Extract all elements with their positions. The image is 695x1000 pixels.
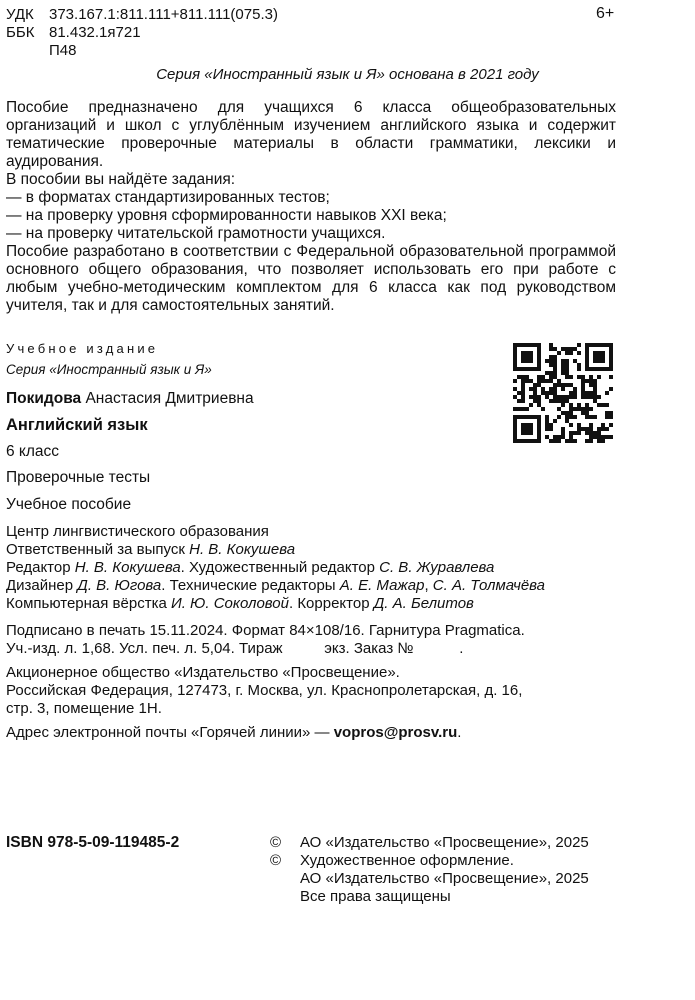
classification-block [6, 6, 646, 66]
copyright-symbol: © [270, 852, 282, 869]
publisher [6, 664, 522, 718]
task-item: — на проверку уровня сформированности навыков XXI века; [6, 207, 447, 224]
grade: 6 класс [6, 443, 60, 460]
layout-label: Компьютерная вёрстка [6, 595, 167, 612]
task-item: — в форматах стандартизированных тестов; [6, 189, 330, 206]
hotline [6, 724, 461, 741]
series-note: Серия «Иностранный язык и Я» основана в 2021 году [156, 66, 539, 83]
copyright-line-3: АО «Издательство «Просвещение», 2025 [300, 870, 589, 887]
email-end: . [457, 724, 462, 741]
publisher-name: Акционерное общество «Издательство «Просвещение». [6, 664, 400, 681]
center: Центр лингвистического образования [6, 523, 269, 540]
udk-value: 373.167.1:811.111+811.111(075.3) [49, 6, 278, 23]
responsible-name: Н. В. Кокушева [189, 541, 296, 558]
designer-name: Д. В. Югова [77, 577, 162, 594]
subtitle: Проверочные тесты [6, 469, 151, 486]
designer-label: Дизайнер [6, 577, 74, 594]
copyright [270, 834, 630, 906]
age-rating: 6+ [596, 5, 615, 22]
print-info [6, 622, 525, 658]
qr-code-graphic [513, 343, 613, 443]
corrector-name: Д. А. Белитов [373, 595, 474, 612]
edition-kind: Учебное издание [6, 341, 159, 356]
author [6, 390, 254, 408]
book-title: Английский язык [6, 416, 148, 434]
art-editor-label: . Художественный редактор [180, 559, 375, 576]
author-name: Анастасия Дмитриевна [85, 390, 254, 407]
tech-editor-1: А. Е. Мажар [339, 577, 425, 594]
copyright-line-4: Все права защищены [300, 888, 451, 905]
description [6, 99, 616, 315]
isbn: ISBN 978-5-09-119485-2 [6, 834, 180, 851]
author-surname: Покидова [6, 390, 82, 407]
copyright-line-2: Художественное оформление. [300, 852, 514, 869]
print-line-2: Уч.-изд. л. 1,68. Усл. печ. л. 5,04. Тираж экз. Заказ № . [6, 640, 464, 657]
design-line: Дизайнер Д. В. Югова. Технические редакторы А. Е. Мажар, С. А. Толмачёва [6, 577, 546, 594]
task-item: — на проверку читательской грамотности учащихся. [6, 225, 386, 242]
qr-code-icon [513, 343, 613, 443]
book-type: Учебное пособие [6, 496, 132, 513]
copyright-line-1: АО «Издательство «Просвещение», 2025 [300, 834, 589, 851]
corrector-label: . Корректор [288, 595, 370, 612]
email-link[interactable]: vopros@prosv.ru [333, 724, 458, 741]
publisher-address-1: Российская Федерация, 127473, г. Москва, ул. Краснопролетарская, д. 16, [6, 682, 523, 699]
editor-label: Редактор [6, 559, 71, 576]
print-line-1: Подписано в печать 15.11.2024. Формат 84×108/16. Гарнитура Pragmatica. [6, 622, 525, 639]
layout-line [6, 595, 545, 613]
description-conclusion: Пособие разработано в соответствии с Федеральной образовательной программой основного общего образования, что позволяет использовать его при работе с любым учебно-методическим комплектом для 6 класса как под руководством учителя, так и для самостоятельных занятий. [6, 243, 616, 314]
udk-label: УДК [6, 6, 34, 23]
art-editor-name: С. В. Журавлева [379, 559, 495, 576]
copyright-symbol: © [270, 834, 282, 851]
tech-editor-2: С. А. Толмачёва [432, 577, 546, 594]
email-label: Адрес электронной почты «Горячей линии» — [6, 724, 334, 741]
tech-editors-label: . Технические редакторы [161, 577, 336, 594]
edition-series: Серия «Иностранный язык и Я» [6, 362, 212, 377]
bbk-value: 81.432.1я721 [49, 24, 141, 41]
bbk-label: ББК [6, 24, 35, 41]
responsible-label: Ответственный за выпуск [6, 541, 185, 558]
responsible-line [6, 541, 545, 559]
publisher-address-2: стр. 3, помещение 1Н. [6, 700, 162, 717]
author-mark: П48 [49, 42, 77, 59]
credits [6, 523, 545, 613]
layout-name: И. Ю. Соколовой [170, 595, 289, 612]
tasks-heading: В пособии вы найдёте задания: [6, 171, 236, 188]
editors-line [6, 559, 545, 577]
description-intro: Пособие предназначено для учащихся 6 класса общеобразовательных организаций и школ с углублённым изучением английского языка и содержит тематические проверочные материалы в области грамматики, лексики и аудирования. [6, 99, 616, 170]
editor-name: Н. В. Кокушева [74, 559, 181, 576]
